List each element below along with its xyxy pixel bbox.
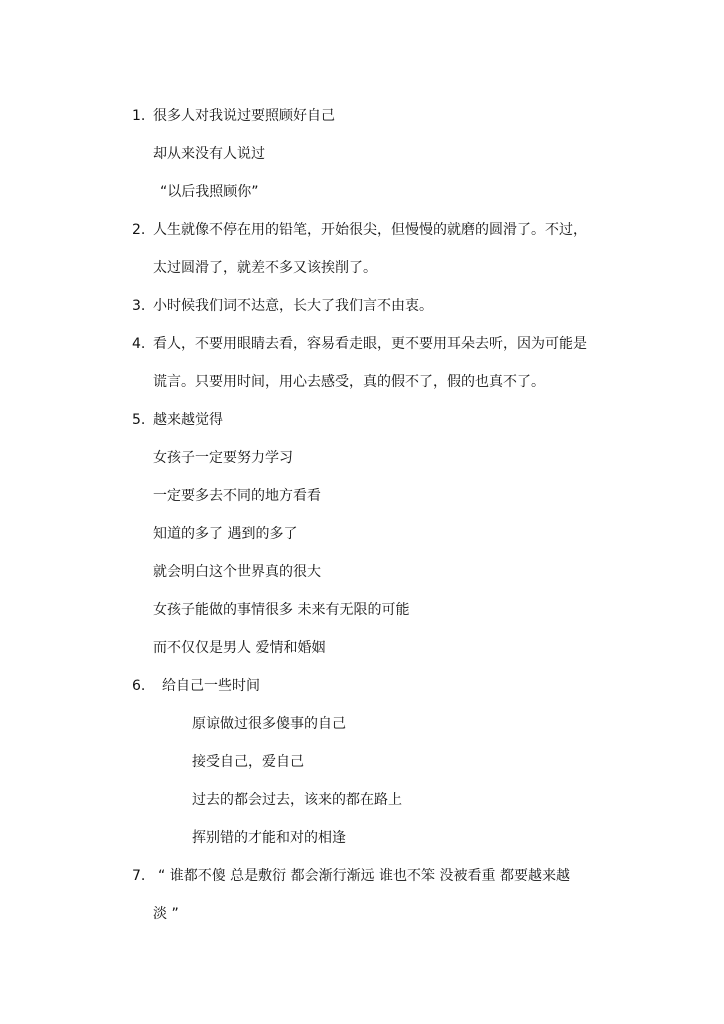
item-text: 很多人对我说过要照顾好自己 <box>153 108 335 124</box>
item-number: 5. <box>132 412 146 428</box>
item-text: 而不仅仅是男人 爱情和婚姻 <box>153 640 326 656</box>
item-text: 女孩子一定要努力学习 <box>153 450 293 466</box>
item-number: 2. <box>132 222 146 238</box>
item-text: 接受自己，爱自己 <box>192 754 304 770</box>
item-text: 知道的多了 遇到的多了 <box>153 526 298 542</box>
item-text: “以后我照顾你” <box>160 184 259 200</box>
item-text: 越来越觉得 <box>153 412 223 428</box>
item-text: 淡 ” <box>153 906 179 922</box>
item-text: 给自己一些时间 <box>162 678 260 694</box>
item-text: “ 谁都不傻 总是敷衍 都会渐行渐远 谁也不笨 没被看重 都要越来越 <box>158 868 570 884</box>
item-number: 6. <box>132 678 146 694</box>
item-text: 一定要多去不同的地方看看 <box>153 488 321 504</box>
item-text: 过去的都会过去，该来的都在路上 <box>192 792 402 808</box>
item-text: 看人，不要用眼睛去看，容易看走眼，更不要用耳朵去听，因为可能是 <box>153 336 587 352</box>
item-text: 女孩子能做的事情很多 未来有无限的可能 <box>153 602 410 618</box>
item-text: 就会明白这个世界真的很大 <box>153 564 321 580</box>
item-number: 1. <box>132 108 146 124</box>
item-text: 太过圆滑了，就差不多又该挨削了。 <box>153 260 377 276</box>
item-text: 人生就像不停在用的铅笔，开始很尖，但慢慢的就磨的圆滑了。不过， <box>153 222 587 238</box>
item-number: 3. <box>132 298 146 314</box>
item-text: 挥别错的才能和对的相逢 <box>192 830 346 846</box>
item-number: 4. <box>132 336 146 352</box>
item-text: 原谅做过很多傻事的自己 <box>192 716 346 732</box>
item-text: 小时候我们词不达意，长大了我们言不由衷。 <box>153 298 433 314</box>
item-text: 却从来没有人说过 <box>153 146 265 162</box>
item-number: 7. <box>132 868 146 884</box>
item-text: 谎言。只要用时间，用心去感受，真的假不了，假的也真不了。 <box>153 374 545 390</box>
